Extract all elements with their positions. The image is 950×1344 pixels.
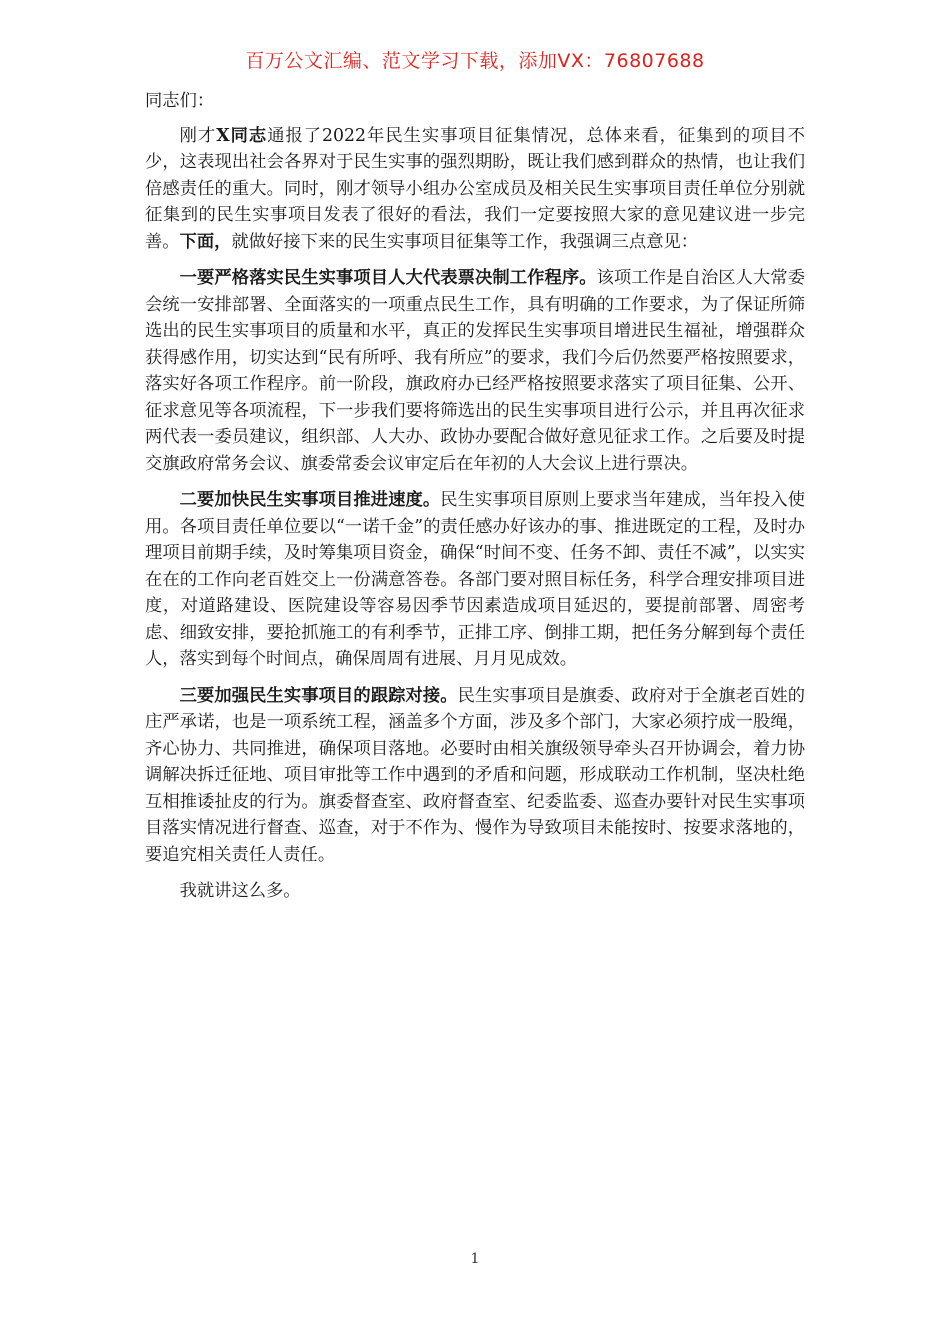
point-paragraph-3 (145, 683, 805, 869)
download-banner: 百万公文汇编、范文学习下载，添加VX：76807688 (245, 50, 705, 72)
intro-paragraph (145, 123, 805, 256)
intro-speaker: X同志 (216, 125, 268, 146)
intro-transition: 下面， (179, 231, 232, 252)
point-heading-2: 二要加快民生实事项目推进速度。 (179, 490, 441, 510)
intro-text-c: 通报了2022年民生实事项目征集情况，总体来看，征集到的项目不少，这表现出社会各界对于民生实事的强烈期盼，既让我们感到群众的热情，也让我们倍感责任的重大。同时，刚才领导小组办公室成员及相关民生实事项目责任单位分别就征集到的民生实事项目发表了很好的看法，我们一定要按照大家的意见建议进一步完善。 (145, 125, 805, 252)
intro-text-a: 刚才 (179, 125, 217, 146)
closing-paragraph: 我就讲这么多。 (179, 881, 301, 901)
salutation: 同志们： (145, 91, 215, 111)
intro-text-e: 就做好接下来的民生实事项目征集等工作，我强调三点意见： (231, 231, 699, 252)
point-body-3: 民生实事项目是旗委、政府对于全旗老百姓的庄严承诺，也是一项系统工程，涵盖多个方面，涉及多个部门，大家必须拧成一股绳，齐心协力、共同推进，确保项目落地。必要时由相关旗级领导牵头召开协调会，着力协调解决拆迁征地、项目审批等工作中遇到的矛盾和问题，形成联动工作机制，坚决杜绝互相推诿扯皮的行为。旗委督查室、政府督查室、纪委监委、巡查办要针对民生实事项目落实情况进行督查、巡查，对于不作为、慢作为导致项目未能按时、按要求落地的，要追究相关责任人责任。 (145, 685, 805, 865)
point-paragraph-1 (145, 265, 805, 477)
point-paragraph-2 (145, 487, 805, 673)
point-body-1: 该项工作是自治区人大常委会统一安排部署、全面落实的一项重点民生工作，具有明确的工作要求，为了保证所筛选出的民生实事项目的质量和水平，真正的发挥民生实事项目增进民生福祉，增强群众获得感作用，切实达到“民有所呼、我有所应”的要求，我们今后仍然要严格按照要求，落实好各项工作程序。前一阶段，旗政府办已经严格按照要求落实了项目征集、公开、征求意见等各项流程，下一步我们要将筛选出的民生实事项目进行公示，并且再次征求两代表一委员建议，组织部、人大办、政协办要配合做好意见征求工作。之后要及时提交旗政府常务会议、旗委常委会议审定后在年初的人大会议上进行票决。 (145, 268, 805, 474)
speech-body (145, 88, 805, 915)
point-heading-1: 一要严格落实民生实事项目人大代表票决制工作程序。 (179, 268, 597, 288)
point-heading-3: 三要加强民生实事项目的跟踪对接。 (179, 685, 458, 706)
page-number: 1 (470, 1251, 480, 1267)
point-body-2: 民生实事项目原则上要求当年建成，当年投入使用。各项目责任单位要以“一诺千金”的责任感办好该办的事、推进既定的工程，及时办理项目前期手续，及时筹集项目资金，确保“时间不变、任务不卸、责任不减”，以实实在在的工作向老百姓交上一份满意答卷。各部门要对照目标任务，科学合理安排项目进度，对道路建设、医院建设等容易因季节因素造成项目延迟的，要提前部署、周密考虑、细致安排，要抢抓施工的有利季节，正排工序、倒排工期，把任务分解到每个责任人，落实到每个时间点，确保周周有进展、月月见成效。 (145, 490, 805, 669)
